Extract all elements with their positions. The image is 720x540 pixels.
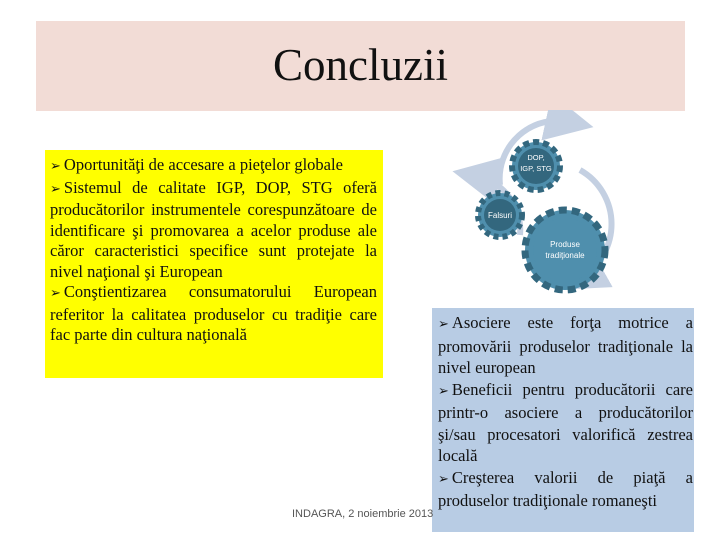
gear-diagram bbox=[430, 110, 710, 320]
arrow-bullet-icon: ➢ bbox=[438, 383, 449, 399]
gear-top bbox=[512, 142, 560, 190]
arrow-bullet-icon: ➢ bbox=[50, 286, 61, 301]
slide-title: Concluzii bbox=[273, 40, 448, 90]
gear-label-produse: Produse bbox=[550, 240, 580, 249]
gear-label-produse-2: tradiţionale bbox=[545, 251, 585, 260]
left-bullet-item: ➢ Conştientizarea consumatorului European referitor la calitatea produselor cu tradiţie care fac parte din cultura naţională bbox=[50, 282, 377, 344]
arrow-bullet-icon: ➢ bbox=[438, 471, 449, 487]
gear-label-dop-2: IGP, STG bbox=[520, 164, 552, 173]
arrow-bullet-icon: ➢ bbox=[438, 317, 449, 332]
slide-footer: INDAGRA, 2 noiembrie 2013 bbox=[292, 508, 434, 520]
arrow-bullet-icon: ➢ bbox=[50, 159, 61, 174]
right-bullet-item: ➢ Creşterea valorii de piaţă a produselor tradiţionale romaneşti bbox=[438, 467, 693, 510]
gear-label-dop: DOP, bbox=[527, 153, 545, 162]
left-bullet-item: ➢ Sistemul de calitate IGP, DOP, STG oferă producătorilor instrumentele corespunzătoare de identificare şi promovarea a acelor produse ale căror caracteristici specifice sunt protejate la nivel naţional şi European bbox=[50, 177, 377, 281]
title-band bbox=[36, 21, 685, 111]
gear-left bbox=[478, 193, 522, 237]
right-bullet-list bbox=[438, 312, 693, 512]
right-bullet-item: ➢ Asociere este forţa motrice a promovării produselor tradiţionale la nivel european bbox=[438, 313, 693, 377]
left-bullet-list bbox=[50, 155, 377, 346]
right-bullet-item: ➢ Beneficii pentru producătorii care printr-o asociere a producătorilor şi/sau procesatori valorifică zestrea locală bbox=[438, 379, 693, 465]
gear-large bbox=[525, 210, 605, 290]
gear-label-falsuri: Falsuri bbox=[487, 211, 513, 220]
left-bullet-item: ➢ Oportunităţi de accesare a pieţelor globale bbox=[50, 155, 343, 174]
arrow-bullet-icon: ➢ bbox=[50, 181, 61, 197]
